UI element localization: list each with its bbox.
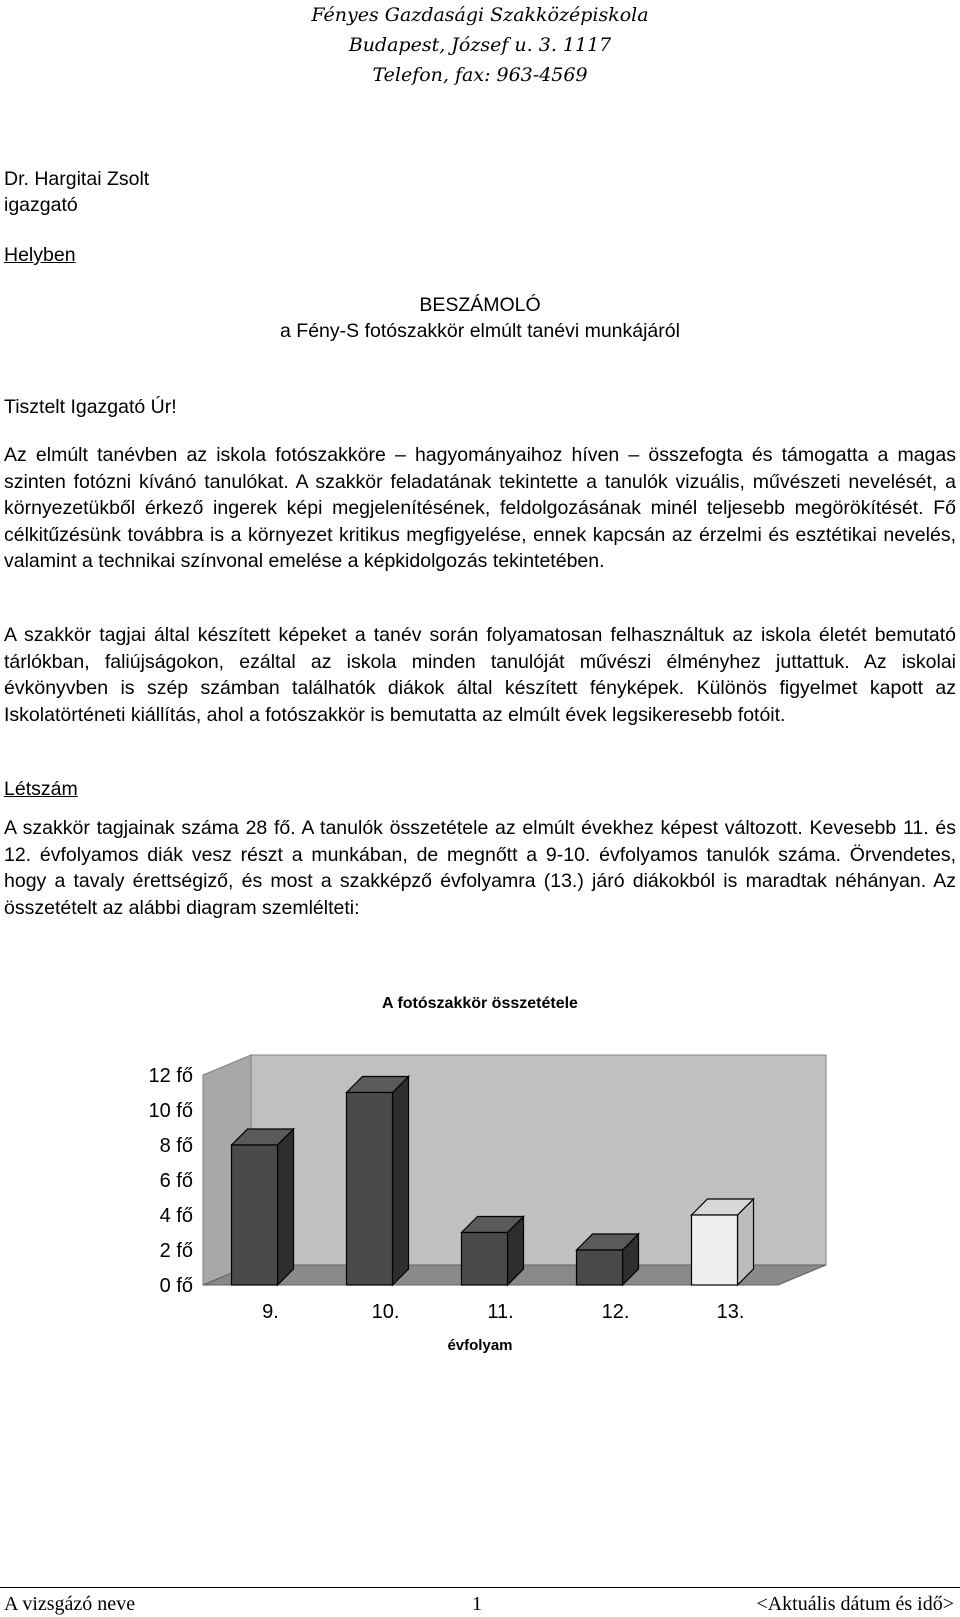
x-axis-label: évfolyam: [447, 1337, 513, 1354]
footer-left: A vizsgázó neve: [4, 1593, 136, 1615]
bar: [462, 1233, 508, 1286]
bar: [692, 1215, 738, 1285]
recipient-role: igazgató: [4, 194, 78, 216]
salutation: Tisztelt Igazgató Úr!: [4, 396, 177, 418]
footer-right: <Aktuális dátum és idő>: [756, 1593, 954, 1615]
chart-title: A fotószakkör összetétele: [382, 995, 578, 1012]
x-tick-label: 9.: [262, 1301, 279, 1323]
school-name: Fényes Gazdasági Szakközépiskola: [311, 4, 649, 26]
y-tick-label: 2 fő: [159, 1240, 193, 1262]
x-tick-label: 11.: [487, 1301, 514, 1323]
bar: [577, 1250, 623, 1285]
y-tick-label: 12 fő: [148, 1065, 193, 1087]
recipient-location-text: Helyben: [4, 244, 76, 266]
paragraph-1: Az elmúlt tanévben az iskola fotószakköre – hagyományaihoz híven – összefogta és támogatta a magas szinten fotózni kívánó tanulókat. A szakkör feladatának tekintette a tanulók vizuális, művészeti nevelését, a környezetükből érkező ingerek képi megjelenítésének, feldolgozásának minél teljesebb megörökítését. Fő célkitűzésünk továbbra is a környezet kritikus megfigyelése, ennek kapcsán az érzelmi és esztétikai nevelés, valamint a technikai színvonal emelése a képkidolgozás tekintetében.: [4, 444, 956, 572]
bar-chart: [0, 995, 960, 1415]
bar: [232, 1145, 278, 1285]
y-tick-label: 0 fő: [159, 1275, 193, 1297]
y-tick-label: 6 fő: [159, 1170, 193, 1192]
paragraph-2: A szakkör tagjai által készített képeket a tanév során folyamatosan felhasználtuk az iskola életét bemutató tárlókban, faliújságokon, ezáltal az iskola minden tanulóját művészi élményhez juttattuk. Az iskolai évkönyvben is szép számban találhatók diákok által készített fényképek. Különös figyelmet kapott az Iskolatörténeti kiállítás, ahol a fotószakkör is bemutatta az elmúlt évek legsikeresebb fotóit.: [4, 624, 956, 726]
y-tick-label: 4 fő: [159, 1205, 193, 1227]
y-tick-label: 8 fő: [159, 1135, 193, 1157]
chart-container: [0, 995, 960, 1415]
section-heading-text: Létszám: [4, 778, 78, 800]
school-address: Budapest, József u. 3. 1117: [348, 34, 612, 56]
document-title: BESZÁMOLÓ: [419, 294, 541, 316]
x-tick-label: 13.: [716, 1301, 745, 1323]
recipient-location: [4, 242, 76, 269]
section-heading: [4, 776, 78, 803]
bar-side: [393, 1077, 409, 1286]
bar-side: [278, 1129, 294, 1285]
paragraph-3: A szakkör tagjainak száma 28 fő. A tanulók összetétele az elmúlt évekhez képest változott. Kevesebb 11. és 12. évfolyamos diák vesz részt a munkában, de megnőtt a 9-10. évfolyamos tanulók száma. Örvendetes, hogy a tavaly érettségiző, és most a szakképző évfolyamra (13.) járó diákokból is maradtak néhányan. Az összetételt az alábbi diagram szemlélteti:: [4, 817, 956, 919]
bar: [347, 1093, 393, 1286]
document-subtitle: a Fény-S fotószakkör elmúlt tanévi munkájáról: [280, 320, 680, 342]
school-phone: Telefon, fax: 963-4569: [372, 64, 588, 86]
y-tick-label: 10 fő: [148, 1100, 193, 1122]
letterhead: [0, 0, 960, 90]
footer-divider: [0, 1587, 960, 1588]
recipient-name: Dr. Hargitai Zsolt: [4, 168, 150, 190]
x-tick-label: 10.: [371, 1301, 400, 1323]
page-number: 1: [472, 1593, 482, 1615]
x-tick-label: 12.: [601, 1301, 630, 1323]
